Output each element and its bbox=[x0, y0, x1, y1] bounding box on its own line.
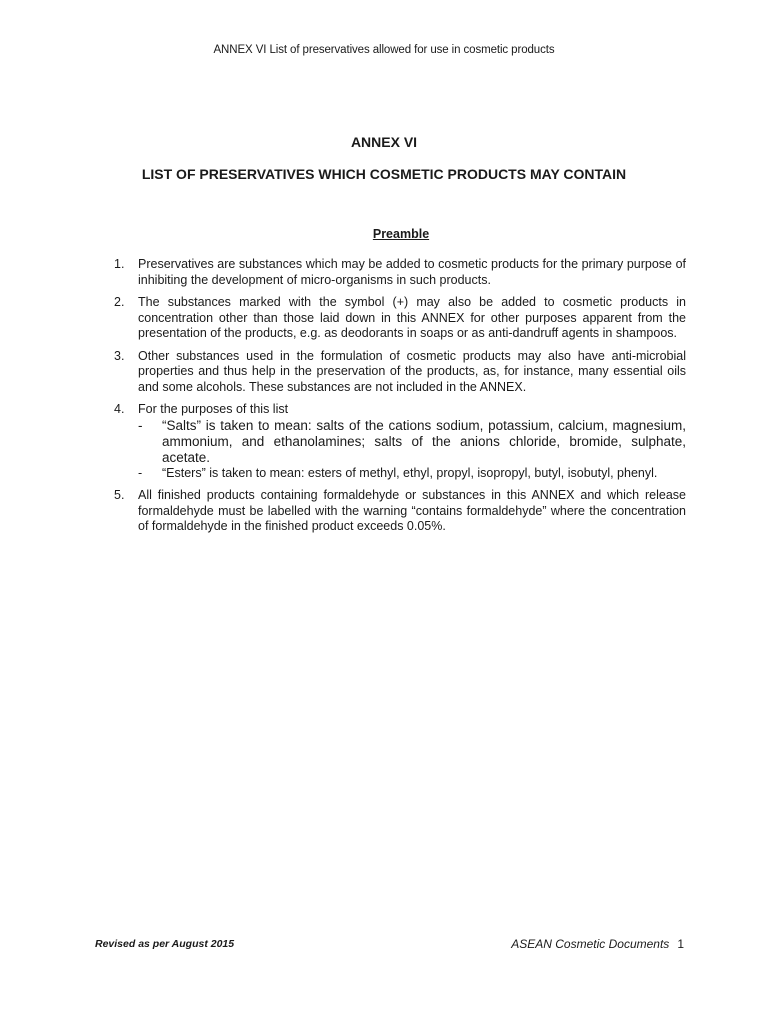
dash-marker: - bbox=[138, 417, 143, 433]
item-number: 5. bbox=[114, 488, 125, 502]
preamble-item-1 bbox=[110, 257, 686, 288]
footer-document-name: ASEAN Cosmetic Documents bbox=[511, 937, 670, 951]
preamble-item-5 bbox=[110, 488, 686, 535]
footer-revised: Revised as per August 2015 bbox=[95, 938, 235, 950]
preamble-list bbox=[110, 257, 686, 542]
preamble-item-4 bbox=[110, 402, 686, 481]
page-header: ANNEX VI List of preservatives allowed for use in cosmetic products bbox=[213, 44, 555, 56]
subitem-text: “Salts” is taken to mean: salts of the cations sodium, potassium, calcium, magnesium, ammonium, and ethanolamines; salts of the anions chloride, bromide, sulphate, acetate. bbox=[162, 417, 686, 465]
list-title: LIST OF PRESERVATIVES WHICH COSMETIC PRODUCTS MAY CONTAIN bbox=[141, 166, 627, 182]
subitem-esters bbox=[138, 466, 686, 482]
footer-document bbox=[511, 937, 684, 951]
subitem-salts bbox=[138, 418, 686, 466]
item-text: For the purposes of this list bbox=[138, 402, 289, 416]
annex-title: ANNEX VI bbox=[350, 134, 418, 150]
item-text: The substances marked with the symbol (+) may also be added to cosmetic products in concentration other than those laid down in this ANNEX for other purposes apparent from the presentation of the products, e.g. as deodorants in soaps or as anti-dandruff agents in shampoos. bbox=[138, 295, 686, 340]
preamble-item-3 bbox=[110, 349, 686, 396]
item-text: Preservatives are substances which may be added to cosmetic products for the primary purpose of inhibiting the development of micro-organisms in such products. bbox=[138, 257, 686, 287]
preamble-item-2 bbox=[110, 295, 686, 342]
item-number: 1. bbox=[114, 257, 125, 271]
item-number: 3. bbox=[114, 348, 125, 363]
item-number: 2. bbox=[114, 295, 125, 309]
subitem-text: “Esters” is taken to mean: esters of methyl, ethyl, propyl, isopropyl, butyl, isobutyl, phenyl. bbox=[162, 465, 658, 480]
item-text: All finished products containing formaldehyde or substances in this ANNEX and which release formaldehyde must be labelled with the warning “contains formaldehyde” where the concentration of formaldehyde in the finished product exceeds 0.05%. bbox=[138, 488, 686, 533]
item-number: 4. bbox=[114, 402, 125, 416]
dash-marker: - bbox=[138, 465, 143, 480]
page-number: 1 bbox=[677, 937, 684, 951]
preamble-heading: Preamble bbox=[372, 227, 430, 241]
item-text: Other substances used in the formulation of cosmetic products may also have anti-microbial properties and thus help in the preservation of the products, as, for instance, many essential oils and some alcohols. These substances are not included in the ANNEX. bbox=[138, 348, 686, 394]
